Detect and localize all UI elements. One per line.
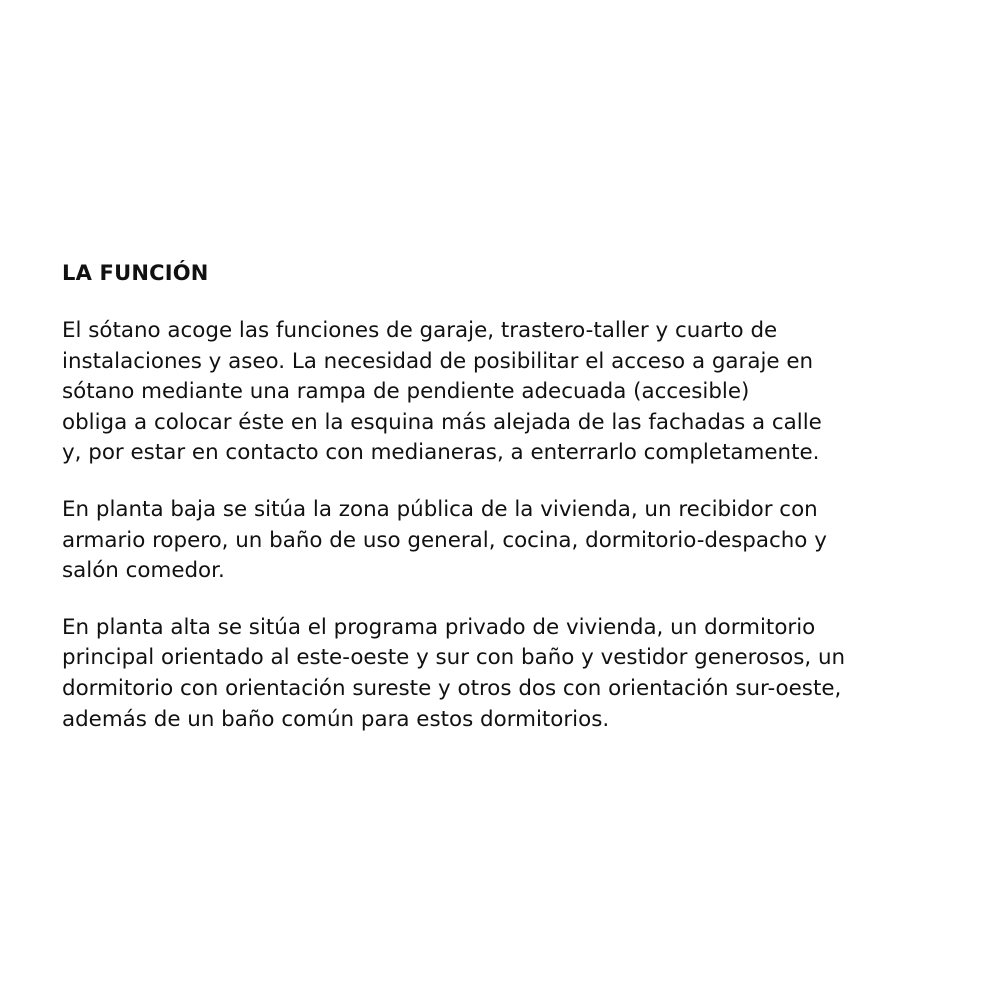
paragraph-line: además de un baño común para estos dormitorios.	[62, 706, 610, 732]
paragraph-upper-floor	[62, 613, 962, 735]
paragraph-ground-floor	[62, 495, 962, 587]
paragraph-line: En planta alta se sitúa el programa privado de vivienda, un dormitorio	[62, 614, 816, 640]
document-body	[62, 258, 962, 761]
paragraph-line: armario ropero, un baño de uso general, cocina, dormitorio-despacho y	[62, 527, 827, 553]
paragraph-line: y, por estar en contacto con medianeras, a enterrarlo completamente.	[62, 440, 820, 466]
paragraph-line: salón comedor.	[62, 558, 225, 584]
section-heading: LA FUNCIÓN	[62, 261, 209, 285]
paragraph-basement	[62, 316, 962, 469]
paragraph-line: En planta baja se sitúa la zona pública de la vivienda, un recibidor con	[62, 496, 818, 522]
paragraph-line: obliga a colocar éste en la esquina más alejada de las fachadas a calle	[62, 409, 822, 435]
paragraph-line: sótano mediante una rampa de pendiente adecuada (accesible)	[62, 379, 750, 405]
paragraph-line: instalaciones y aseo. La necesidad de posibilitar el acceso a garaje en	[62, 348, 814, 374]
paragraph-line: dormitorio con orientación sureste y otros dos con orientación sur-oeste,	[62, 675, 842, 701]
paragraph-line: principal orientado al este-oeste y sur con baño y vestidor generosos, un	[62, 645, 846, 671]
paragraph-line: El sótano acoge las funciones de garaje, trastero-taller y cuarto de	[62, 318, 778, 343]
